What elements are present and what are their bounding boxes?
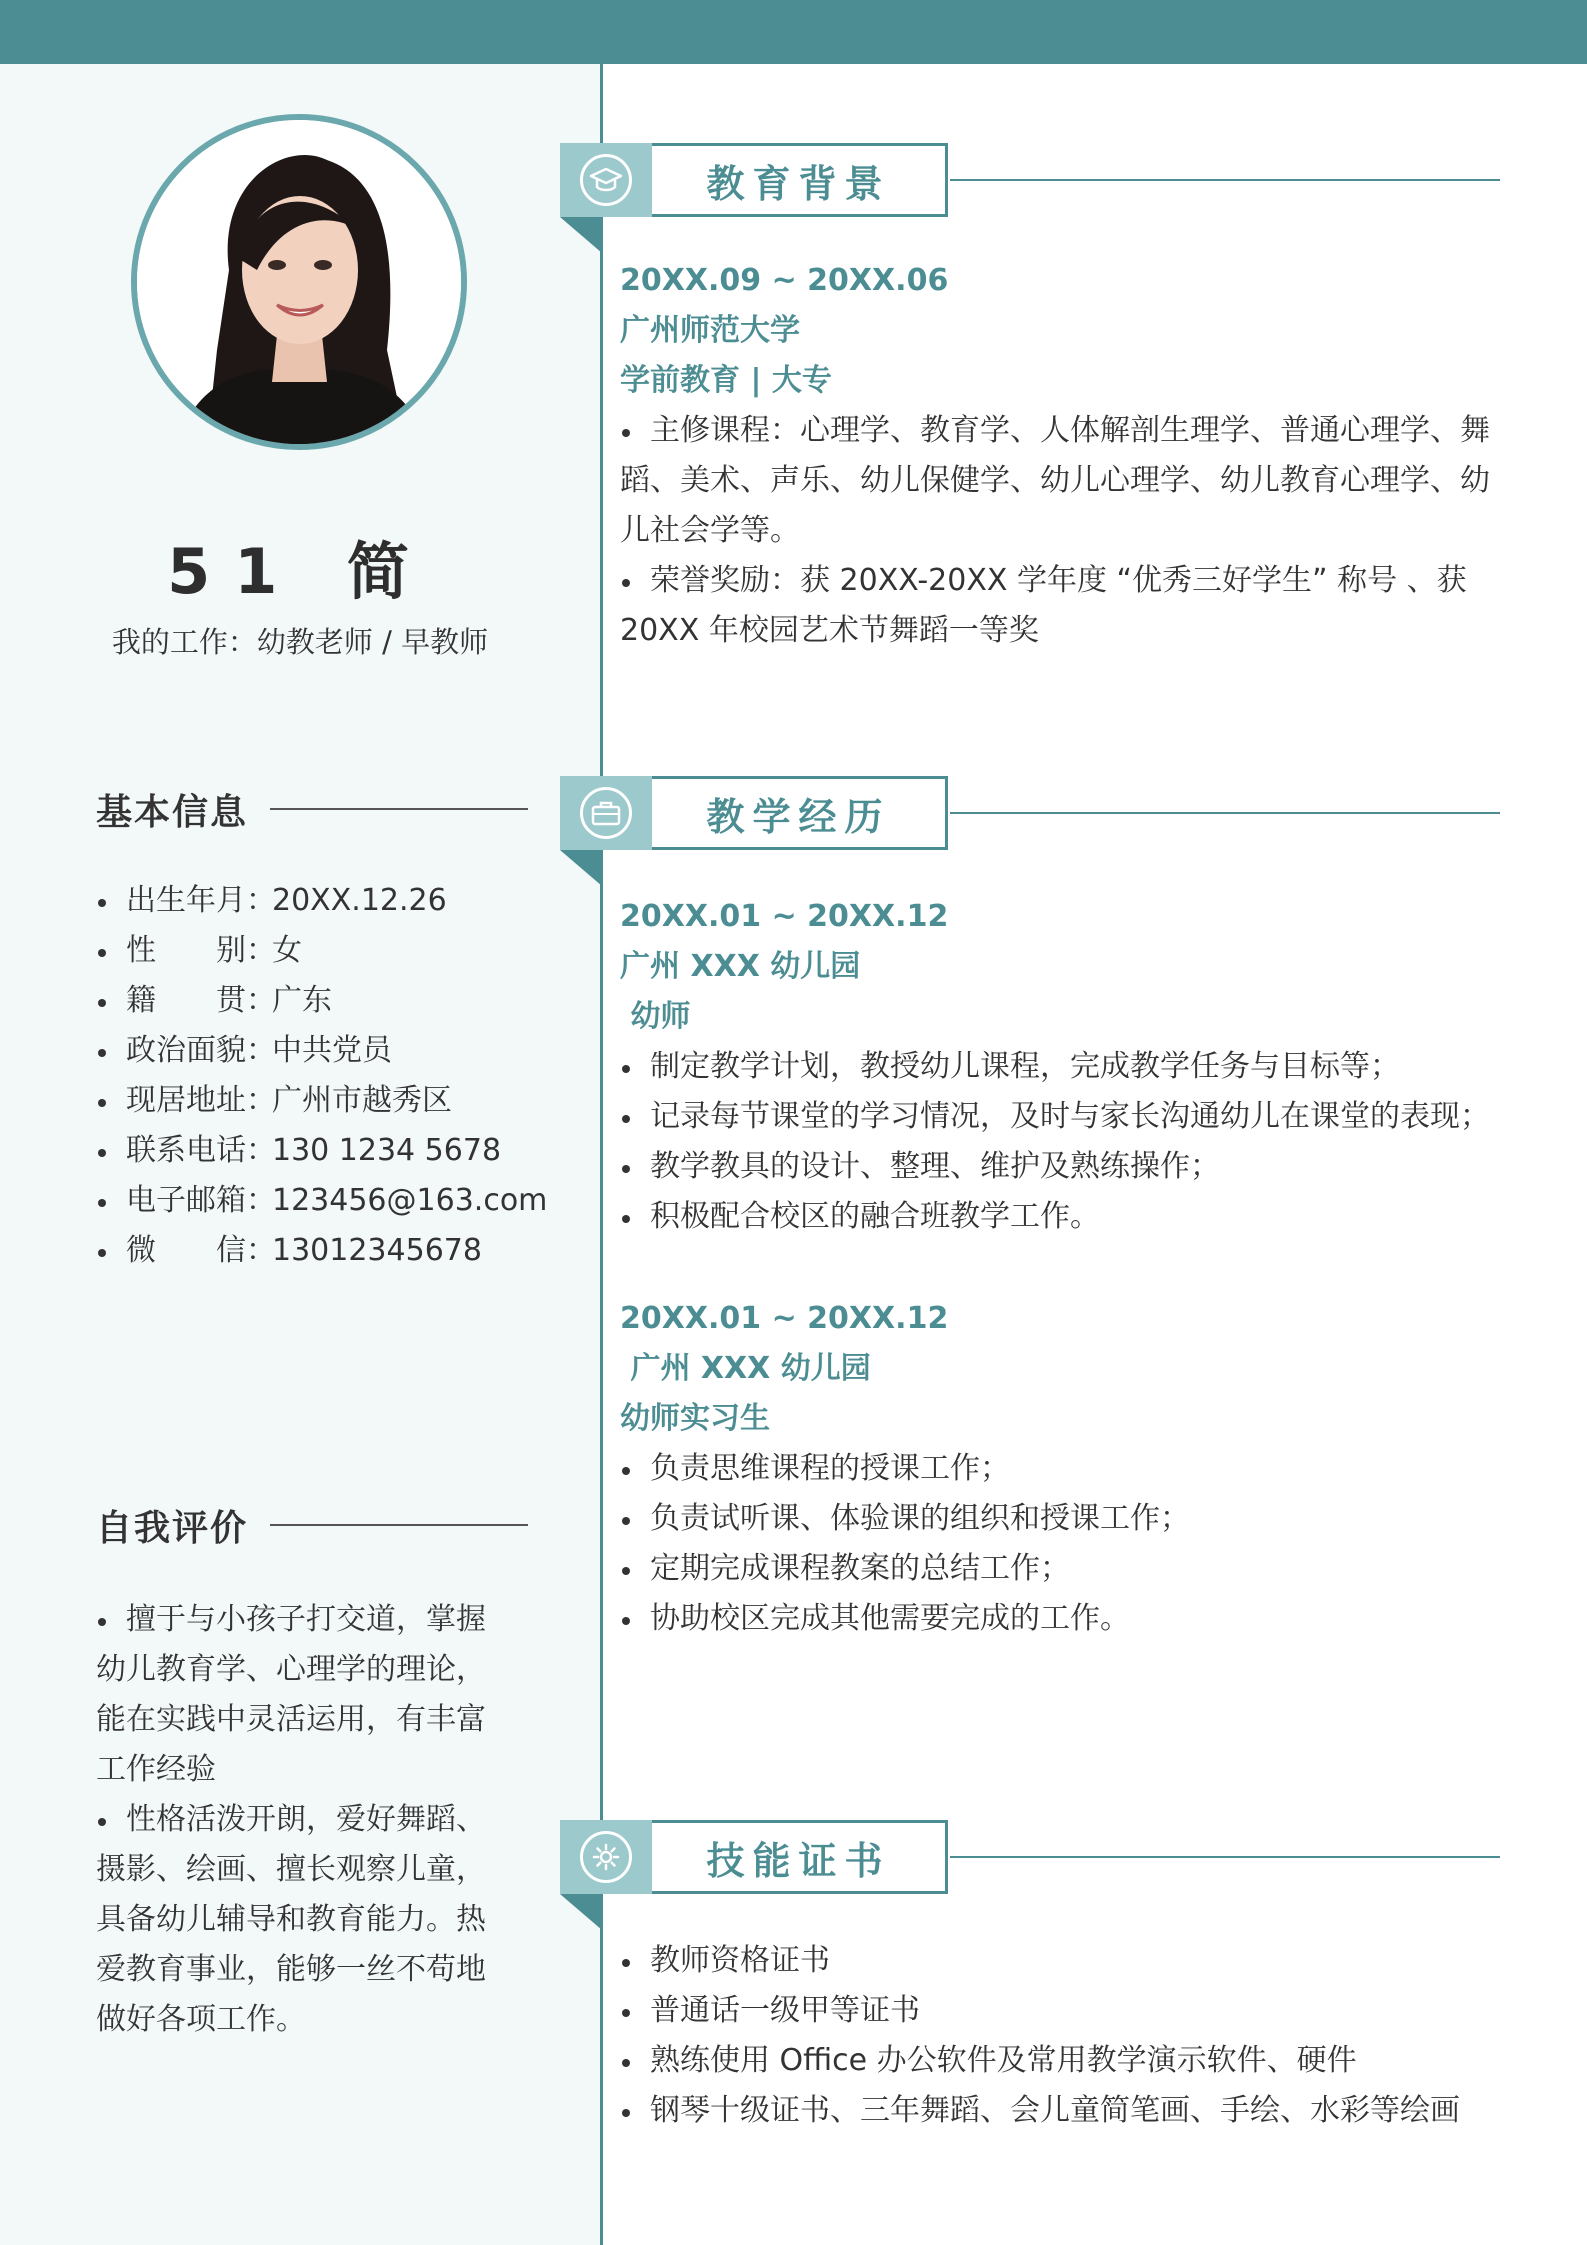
job-duties <box>620 1444 1500 1644</box>
section-rule <box>950 1856 1500 1858</box>
list-item: 主修课程：心理学、教育学、人体解剖生理学、普通心理学、舞蹈、美术、声乐、幼儿保健学、幼儿心理学、幼儿教育心理学、幼儿社会学等。 <box>620 406 1500 556</box>
employer: 广州 XXX 幼儿园 <box>620 949 861 984</box>
eval-item: 性格活泼开朗，爱好舞蹈、摄影、绘画、擅长观察儿童，具备幼儿辅导和教育能力。热爱教育事业，能够一丝不苟地做好各项工作。 <box>96 1795 506 2045</box>
profile-photo <box>131 114 467 450</box>
basic-info-title: 基本信息 <box>96 791 249 833</box>
skills-section-header <box>560 1820 1500 1940</box>
list-item: 协助校区完成其他需要完成的工作。 <box>620 1594 1500 1644</box>
heading-rule <box>270 1524 528 1526</box>
list-item: 记录每节课堂的学习情况，及时与家长沟通幼儿在课堂的表现； <box>620 1092 1500 1142</box>
info-item: 籍 贯：广东 <box>96 976 576 1026</box>
education-title: 教育背景 <box>652 143 948 217</box>
portrait-image <box>137 120 461 444</box>
education-details <box>620 406 1500 656</box>
list-item: 制定教学计划，教授幼儿课程，完成教学任务与目标等； <box>620 1042 1500 1092</box>
list-item: 定期完成课程教案的总结工作； <box>620 1544 1500 1594</box>
skills-list <box>620 1936 1500 2136</box>
ribbon-fold <box>560 217 602 253</box>
education-entry <box>620 256 1500 656</box>
skills-title: 技能证书 <box>652 1820 948 1894</box>
basic-info-list <box>96 876 576 1276</box>
list-item: 负责思维课程的授课工作； <box>620 1444 1500 1494</box>
list-item: 积极配合校区的融合班教学工作。 <box>620 1192 1500 1242</box>
gear-icon <box>580 1831 632 1883</box>
info-item: 微 信：13012345678 <box>96 1226 576 1276</box>
top-banner <box>0 0 1587 64</box>
school-name: 广州师范大学 <box>620 313 800 348</box>
self-eval-list <box>96 1595 506 2045</box>
job-role: 幼师 <box>620 999 691 1034</box>
job-title: 我的工作：幼教老师 / 早教师 <box>111 625 489 659</box>
list-item: 普通话一级甲等证书 <box>620 1986 1500 2036</box>
info-item: 联系电话：130 1234 5678 <box>96 1126 576 1176</box>
experience-entry-1 <box>620 892 1500 1242</box>
experience-entry-2 <box>620 1294 1500 1644</box>
job-role: 幼师实习生 <box>620 1401 770 1436</box>
education-icon-box <box>560 143 652 217</box>
job-period: 20XX.01 ~ 20XX.12 <box>620 1301 949 1336</box>
self-eval-title: 自我评价 <box>96 1507 249 1549</box>
section-rule <box>950 179 1500 181</box>
job-duties <box>620 1042 1500 1242</box>
info-item: 政治面貌：中共党员 <box>96 1026 576 1076</box>
list-item: 教师资格证书 <box>620 1936 1500 1986</box>
briefcase-icon <box>580 787 632 839</box>
list-item: 教学教具的设计、整理、维护及熟练操作； <box>620 1142 1500 1192</box>
ribbon-fold <box>560 850 602 886</box>
job-period: 20XX.01 ~ 20XX.12 <box>620 899 949 934</box>
employer: 广州 XXX 幼儿园 <box>620 1351 871 1386</box>
self-eval-heading <box>96 1500 528 1550</box>
eval-item: 擅于与小孩子打交道，掌握幼儿教育学、心理学的理论，能在实践中灵活运用，有丰富工作经验 <box>96 1595 506 1795</box>
experience-title: 教学经历 <box>652 776 948 850</box>
graduation-cap-icon <box>580 154 632 206</box>
list-item: 负责试听课、体验课的组织和授课工作； <box>620 1494 1500 1544</box>
experience-icon-box <box>560 776 652 850</box>
list-item: 钢琴十级证书、三年舞蹈、会儿童简笔画、手绘、水彩等绘画 <box>620 2086 1500 2136</box>
major: 学前教育 | 大专 <box>620 363 832 398</box>
basic-info-heading <box>96 784 528 834</box>
section-rule <box>950 812 1500 814</box>
skills-entry <box>620 1936 1500 2136</box>
info-item: 性 别：女 <box>96 926 576 976</box>
experience-section-header <box>560 776 1500 896</box>
info-item: 出生年月：20XX.12.26 <box>96 876 576 926</box>
ribbon-fold <box>560 1894 602 1930</box>
info-item: 现居地址：广州市越秀区 <box>96 1076 576 1126</box>
education-period: 20XX.09 ~ 20XX.06 <box>620 263 949 298</box>
candidate-name: 51 简 <box>167 535 433 608</box>
info-item: 电子邮箱：123456@163.com <box>96 1176 576 1226</box>
list-item: 荣誉奖励：获 20XX-20XX 学年度 “优秀三好学生” 称号 、获 20XX 年校园艺术节舞蹈一等奖 <box>620 556 1500 656</box>
skills-icon-box <box>560 1820 652 1894</box>
heading-rule <box>270 808 528 810</box>
list-item: 熟练使用 Office 办公软件及常用教学演示软件、硬件 <box>620 2036 1500 2086</box>
education-section-header <box>560 143 1500 263</box>
